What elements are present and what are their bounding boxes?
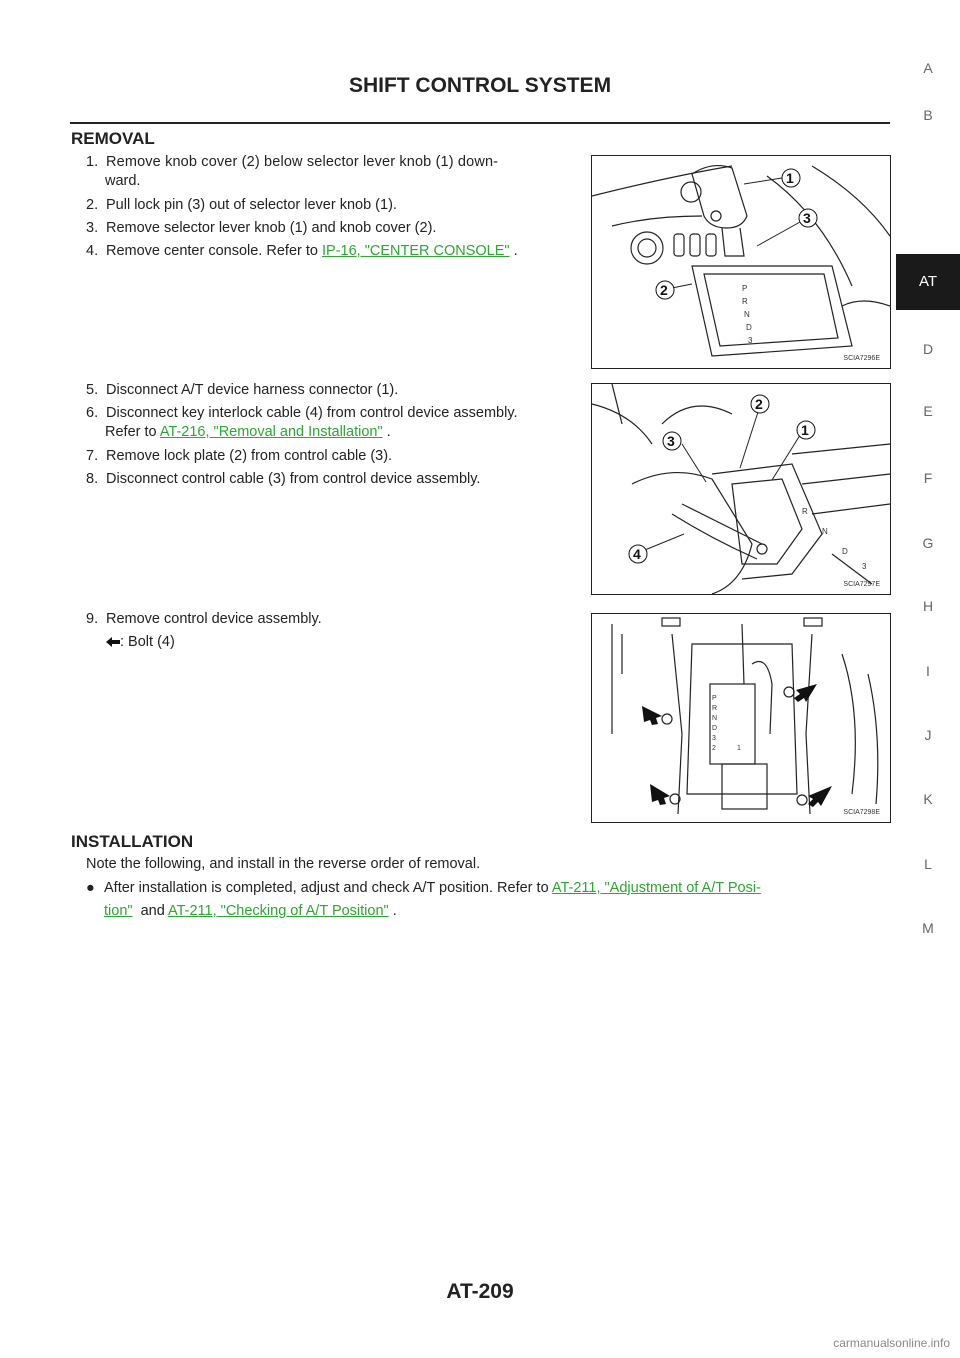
link-ip16-center-console[interactable]: IP-16, "CENTER CONSOLE" (322, 243, 510, 259)
tab-l[interactable]: L (924, 856, 932, 872)
tab-m[interactable]: M (922, 920, 934, 936)
tab-h[interactable]: H (922, 598, 934, 614)
svg-text:N: N (822, 527, 828, 536)
gear-3: 3 (712, 735, 716, 742)
installation-heading: INSTALLATION (71, 832, 194, 851)
arrow-icon (642, 706, 662, 725)
figure-control-device (591, 383, 891, 595)
callout-2: 2 (755, 396, 763, 412)
callout-4: 4 (633, 546, 641, 562)
arrow-icon (808, 786, 832, 807)
step-2: 2. Pull lock pin (3) out of selector lever knob (1). (86, 197, 397, 213)
removal-heading: REMOVAL (71, 129, 155, 148)
device-bolts-illustration (592, 614, 890, 822)
figure-device-bolts (591, 613, 891, 823)
tab-j[interactable]: J (924, 727, 932, 743)
svg-text:P: P (742, 284, 748, 293)
step-9: 9. Remove control device assembly. (86, 611, 322, 627)
tab-d[interactable]: D (922, 341, 934, 357)
tab-g[interactable]: G (922, 535, 934, 551)
svg-text:3: 3 (862, 562, 867, 571)
gear-r: R (712, 705, 718, 712)
step-5: 5. Disconnect A/T device harness connector (1). (86, 382, 399, 398)
link-at216-removal-installation[interactable]: AT-216, "Removal and Installation" (159, 424, 383, 440)
bullet-icon: ● (86, 880, 95, 896)
svg-text:R: R (802, 507, 808, 516)
tab-f[interactable]: F (923, 470, 933, 486)
gear-d: D (712, 725, 718, 732)
link-at211-adjustment-cont[interactable]: tion" (104, 903, 133, 919)
figure-caption: SCIA7297E (843, 581, 880, 588)
bolt-legend: : Bolt (4) (106, 633, 606, 652)
step-7: 7. Remove lock plate (2) from control cable (3). (86, 448, 393, 464)
gear-n: N (712, 715, 718, 722)
callout-1: 1 (801, 422, 809, 438)
arrow-left-icon (106, 637, 120, 647)
gear-1: 1 (737, 745, 741, 752)
gear-p: P (712, 695, 717, 702)
callout-3: 3 (803, 210, 811, 226)
step-3: 3. Remove selector lever knob (1) and knob cover (2). (86, 220, 437, 236)
callout-2: 2 (660, 282, 668, 298)
selector-knob-illustration (592, 156, 890, 368)
figure-selector-knob (591, 155, 891, 369)
svg-text:N: N (744, 310, 750, 319)
arrow-icon (794, 684, 817, 702)
link-at211-checking[interactable]: AT-211, "Checking of A/T Position" (168, 903, 389, 919)
page-number: AT-209 (446, 1280, 514, 1303)
arrow-icon (650, 784, 670, 805)
svg-text:3: 3 (748, 336, 753, 345)
header-rule (70, 122, 890, 124)
tab-k[interactable]: K (923, 791, 933, 807)
page-title: SHIFT CONTROL SYSTEM (348, 74, 612, 97)
tab-i[interactable]: I (926, 663, 930, 679)
tab-at[interactable]: AT (896, 254, 960, 310)
step-6: 6. Disconnect key interlock cable (4) from control device assembly. Refer to AT-216, "Removal and Installation" . (86, 405, 518, 440)
tab-b[interactable]: B (923, 107, 933, 123)
tab-e[interactable]: E (923, 403, 933, 419)
svg-text:D: D (746, 323, 752, 332)
callout-1: 1 (786, 170, 794, 186)
svg-text:D: D (842, 547, 848, 556)
step-8: 8. Disconnect control cable (3) from control device assembly. (86, 471, 481, 487)
step-1: 1. Remove knob cover (2) below selector lever knob (1) down- ward. (86, 154, 499, 189)
installation-bullet: ● After installation is completed, adjust and check A/T position. Refer to AT-211, "Adjustment of A/T Posi- tion" and AT-211, "Checking of A/T Position" . (86, 877, 891, 923)
installation-note: Note the following, and install in the reverse order of removal. (86, 856, 481, 872)
gear-2: 2 (712, 745, 716, 752)
figure-caption: SCIA7298E (843, 809, 880, 816)
callout-3: 3 (667, 433, 675, 449)
control-device-illustration (592, 384, 890, 594)
svg-text:R: R (742, 297, 748, 306)
figure-caption: SCIA7296E (843, 355, 880, 362)
watermark: carmanualsonline.info (833, 1336, 950, 1350)
step-4: 4. Remove center console. Refer to IP-16, "CENTER CONSOLE" . (86, 243, 518, 259)
tab-a[interactable]: A (923, 60, 933, 76)
link-at211-adjustment[interactable]: AT-211, "Adjustment of A/T Posi- (551, 880, 761, 896)
